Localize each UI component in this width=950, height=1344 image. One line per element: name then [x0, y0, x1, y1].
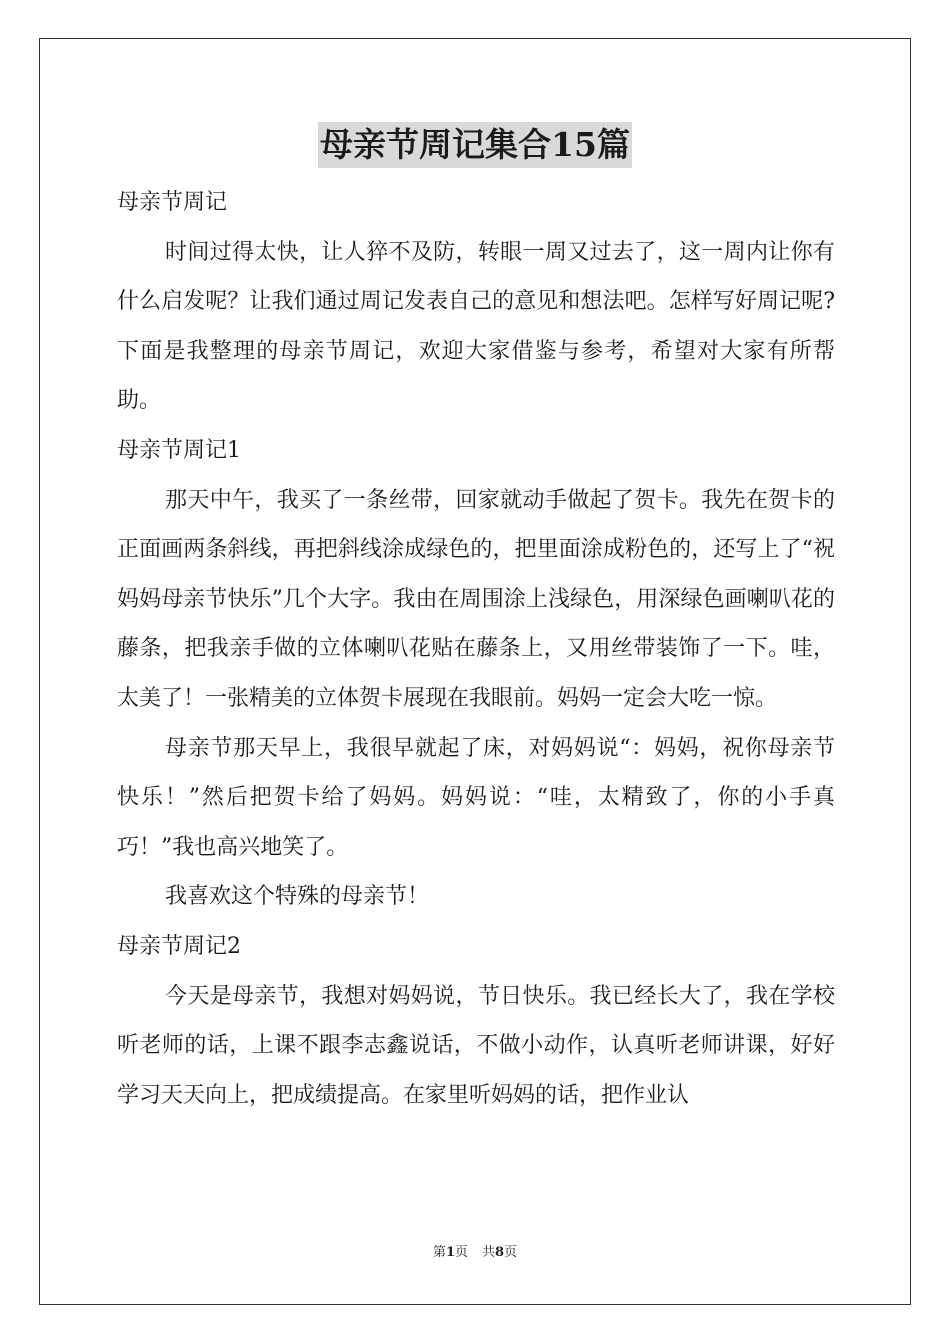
- page-prefix: 第: [432, 1245, 446, 1260]
- paragraph: 那天中午，我买了一条丝带，回家就动手做起了贺卡。我先在贺卡的正面画两条斜线，再把斜线涂成绿色的，把里面涂成粉色的，还写上了“祝妈妈母亲节快乐”几个大字。我由在周围涂上浅绿色，用深绿色画喇叭花的藤条，把我亲手做的立体喇叭花贴在藤条上，又用丝带装饰了一下。哇，太美了！一张精美的立体贺卡展现在我眼前。妈妈一定会大吃一惊。: [117, 487, 835, 711]
- document-body: [117, 178, 835, 1120]
- page-total: 8: [495, 1245, 505, 1260]
- page-current: 1: [445, 1245, 455, 1260]
- paragraph: 我喜欢这个特殊的母亲节！: [165, 884, 430, 910]
- title-container: [0, 122, 950, 168]
- page-suffix: 页: [454, 1245, 468, 1260]
- document-title: 母亲节周记集合15篇: [318, 122, 632, 168]
- total-suffix: 页: [504, 1245, 518, 1260]
- paragraph: 今天是母亲节，我想对妈妈说，节日快乐。我已经长大了，我在学校听老师的话，上课不跟李志鑫说话，不做小动作，认真听老师讲课，好好学习天天向上，把成绩提高。在家里听妈妈的话，把作业认: [117, 983, 835, 1108]
- section-heading: 母亲节周记1: [117, 437, 241, 463]
- total-prefix: 共: [482, 1245, 496, 1260]
- paragraph: 母亲节那天早上，我很早就起了床，对妈妈说“：妈妈，祝你母亲节快乐！”然后把贺卡给了妈妈。妈妈说：“哇，太精致了，你的小手真巧！”我也高兴地笑了。: [117, 735, 835, 860]
- paragraph: 时间过得太快，让人猝不及防，转眼一周又过去了，这一周内让你有什么启发呢？让我们通过周记发表自己的意见和想法吧。怎样写好周记呢?下面是我整理的母亲节周记，欢迎大家借鉴与参考，希望对大家有所帮助。: [117, 239, 835, 414]
- section-heading: 母亲节周记: [117, 190, 228, 215]
- section-heading: 母亲节周记2: [117, 933, 241, 959]
- page-footer: [0, 1244, 950, 1262]
